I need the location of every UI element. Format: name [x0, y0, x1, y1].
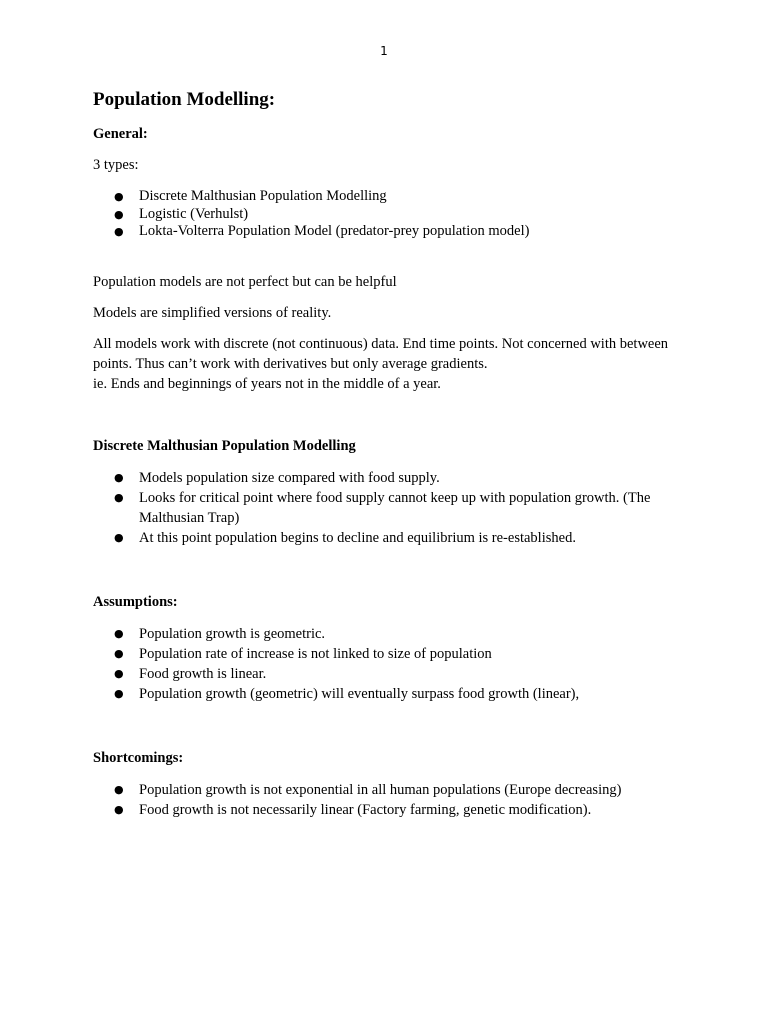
assumptions-list: [93, 624, 673, 704]
list-item: [93, 644, 673, 664]
list-item-text: At this point population begins to decline and equilibrium is re-established.: [139, 530, 576, 546]
list-item-text: Lokta-Volterra Population Model (predator-prey population model): [139, 223, 530, 239]
paragraph: All models work with discrete (not continuous) data. End time points. Not concerned with between points. Thus can’t work with derivatives but only average gradients.: [93, 336, 669, 372]
bullet-icon: ●: [114, 687, 124, 700]
bullet-icon: ●: [114, 207, 124, 221]
paragraph: ie. Ends and beginnings of years not in the middle of a year.: [93, 376, 441, 392]
bullet-icon: ●: [114, 531, 124, 544]
list-item-text: Models population size compared with food supply.: [139, 470, 440, 486]
bullet-icon: ●: [114, 471, 124, 484]
general-heading: General:: [93, 126, 148, 142]
bullet-icon: ●: [114, 803, 124, 816]
list-item-text: Logistic (Verhulst): [139, 205, 249, 222]
list-item: [93, 528, 673, 548]
list-item: [93, 664, 673, 684]
list-item: [93, 684, 673, 704]
malthusian-list: [93, 468, 673, 548]
bullet-icon: ●: [114, 190, 124, 203]
bullet-icon: ●: [114, 491, 124, 504]
paragraph: Population models are not perfect but can be helpful: [93, 274, 397, 290]
list-item-text: Population growth (geometric) will eventually surpass food growth (linear),: [139, 686, 580, 702]
list-item-text: Discrete Malthusian Population Modelling: [139, 188, 387, 204]
list-item-text: Looks for critical point where food supply cannot keep up with population growth. (The Malthusian Trap): [139, 490, 651, 526]
list-item: [93, 188, 673, 206]
shortcomings-heading: Shortcomings:: [93, 750, 184, 766]
list-item-text: Population growth is geometric.: [139, 626, 326, 642]
list-item-text: Food growth is not necessarily linear (Factory farming, genetic modification).: [139, 802, 592, 818]
shortcomings-list: [93, 780, 673, 820]
bullet-icon: ●: [114, 627, 124, 640]
list-item: [93, 206, 673, 224]
list-item: [93, 488, 673, 528]
assumptions-heading: Assumptions:: [93, 594, 178, 610]
bullet-icon: ●: [114, 225, 124, 238]
malthusian-heading: Discrete Malthusian Population Modelling: [93, 438, 356, 454]
page-title: Population Modelling:: [93, 89, 276, 110]
bullet-icon: ●: [114, 647, 124, 660]
list-item-text: Population growth is not exponential in all human populations (Europe decreasing): [139, 782, 622, 798]
types-list: [93, 188, 673, 241]
bullet-icon: ●: [114, 667, 124, 680]
list-item: [93, 780, 673, 800]
list-item: [93, 624, 673, 644]
page-number: 1: [380, 44, 388, 58]
list-item-text: Food growth is linear.: [139, 666, 267, 682]
paragraph: Models are simplified versions of reality.: [93, 305, 332, 321]
list-item-text: Population rate of increase is not linked to size of population: [139, 646, 492, 662]
bullet-icon: ●: [114, 783, 124, 796]
list-item: [93, 800, 673, 820]
list-item: [93, 468, 673, 488]
types-intro: 3 types:: [93, 157, 139, 173]
list-item: [93, 223, 673, 241]
